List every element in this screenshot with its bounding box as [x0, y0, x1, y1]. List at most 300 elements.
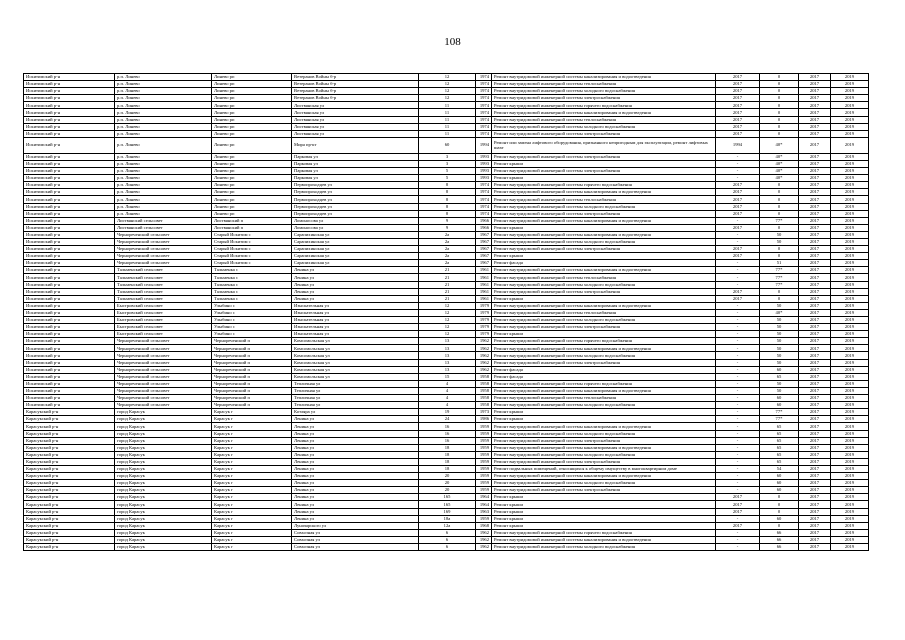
cell-last-repair-year: 2017: [716, 224, 760, 231]
cell-street: Комсомольская ул: [292, 373, 419, 380]
cell-work-type: Ремонт крыши: [492, 175, 716, 182]
cell-wear-percent: 0: [760, 189, 799, 196]
cell-locality: Карасук г: [212, 451, 292, 458]
cell-district: Карасукский р-н: [24, 451, 115, 458]
cell-year: 1959: [476, 444, 492, 451]
cell-municipality: город Карасук: [115, 458, 212, 465]
cell-municipality: р.п. Линево: [115, 109, 212, 116]
table-row: [24, 224, 869, 231]
cell-street: Сарапихинская ул: [292, 246, 419, 253]
cell-last-repair-year: -: [716, 465, 760, 472]
cell-street: Тепличная ул: [292, 380, 419, 387]
cell-last-repair-year: 2017: [716, 501, 760, 508]
table-row: [24, 81, 869, 88]
cell-district: Карасукский р-н: [24, 437, 115, 444]
cell-year: 1964: [476, 494, 492, 501]
cell-plan-end: 2019: [831, 309, 869, 316]
cell-plan-end: 2019: [831, 182, 869, 189]
cell-wear-percent: 65: [760, 437, 799, 444]
cell-work-type: Ремонт внутридомовой инженерной системы электроснабжения: [492, 130, 716, 137]
cell-plan-start: 2017: [799, 373, 831, 380]
cell-year: 1959: [476, 437, 492, 444]
cell-last-repair-year: -: [716, 515, 760, 522]
cell-locality: Листвянский п: [212, 217, 292, 224]
cell-last-repair-year: 1994: [716, 137, 760, 153]
cell-year: 1964: [476, 501, 492, 508]
table-row: [24, 175, 869, 182]
cell-work-type: Ремонт крыши: [492, 416, 716, 423]
cell-street: Ленина ул: [292, 451, 419, 458]
table-body: [24, 74, 869, 551]
cell-street: Изыскательная ул: [292, 331, 419, 338]
cell-work-type: Ремонт внутридомовой инженерной системы холодного водоснабжения: [492, 352, 716, 359]
table-row: [24, 409, 869, 416]
cell-house: 2а: [419, 260, 476, 267]
cell-plan-start: 2017: [799, 168, 831, 175]
cell-last-repair-year: -: [716, 274, 760, 281]
cell-district: Искитимский р-н: [24, 224, 115, 231]
cell-plan-start: 2017: [799, 508, 831, 515]
cell-plan-end: 2019: [831, 324, 869, 331]
cell-plan-end: 2019: [831, 74, 869, 81]
cell-municipality: Чернореченский сельсовет: [115, 395, 212, 402]
cell-locality: Улыбино с: [212, 309, 292, 316]
cell-wear-percent: 50: [760, 231, 799, 238]
cell-wear-percent: 50: [760, 238, 799, 245]
cell-work-type: Ремонт крыши: [492, 515, 716, 522]
table-row: [24, 451, 869, 458]
table-row: [24, 487, 869, 494]
cell-municipality: город Карасук: [115, 451, 212, 458]
cell-district: Карасукский р-н: [24, 480, 115, 487]
cell-street: Листвянская ул: [292, 102, 419, 109]
cell-district: Искитимский р-н: [24, 137, 115, 153]
cell-year: 1986: [476, 416, 492, 423]
cell-year: 1961: [476, 281, 492, 288]
table-row: [24, 480, 869, 487]
cell-wear-percent: 60: [760, 402, 799, 409]
cell-district: Искитимский р-н: [24, 331, 115, 338]
cell-work-type: Ремонт внутридомовой инженерной системы теплоснабжения: [492, 309, 716, 316]
cell-district: Искитимский р-н: [24, 196, 115, 203]
cell-house: 21: [419, 281, 476, 288]
cell-plan-start: 2017: [799, 281, 831, 288]
cell-year: 1958: [476, 395, 492, 402]
table-row: [24, 508, 869, 515]
cell-municipality: город Карасук: [115, 473, 212, 480]
cell-year: 1974: [476, 102, 492, 109]
cell-municipality: город Карасук: [115, 501, 212, 508]
cell-locality: Карасук г: [212, 501, 292, 508]
cell-municipality: Быстровский сельсовет: [115, 331, 212, 338]
cell-house: 6: [419, 544, 476, 551]
table-row: [24, 274, 869, 281]
cell-house: 6: [419, 536, 476, 543]
cell-work-type: Ремонт крыши: [492, 508, 716, 515]
cell-plan-end: 2019: [831, 359, 869, 366]
cell-last-repair-year: 2017: [716, 494, 760, 501]
cell-last-repair-year: 2017: [716, 123, 760, 130]
cell-street: Тепличная ул: [292, 395, 419, 402]
cell-year: 1974: [476, 130, 492, 137]
cell-house: 2а: [419, 253, 476, 260]
cell-house: 8: [419, 196, 476, 203]
cell-plan-end: 2019: [831, 515, 869, 522]
cell-work-type: Ремонт внутридомовой инженерной системы теплоснабжения: [492, 395, 716, 402]
cell-wear-percent: 0: [760, 494, 799, 501]
cell-municipality: Чернореченский сельсовет: [115, 366, 212, 373]
cell-plan-start: 2017: [799, 295, 831, 302]
cell-district: Искитимский р-н: [24, 74, 115, 81]
cell-last-repair-year: 2017: [716, 210, 760, 217]
cell-wear-percent: 40*: [760, 175, 799, 182]
cell-district: Искитимский р-н: [24, 345, 115, 352]
cell-year: 1967: [476, 238, 492, 245]
cell-street: Ленина ул: [292, 288, 419, 295]
cell-district: Карасукский р-н: [24, 494, 115, 501]
cell-year: 1961: [476, 288, 492, 295]
table-row: [24, 416, 869, 423]
cell-plan-end: 2019: [831, 395, 869, 402]
cell-house: 20: [419, 473, 476, 480]
cell-work-type: Ремонт крыши: [492, 224, 716, 231]
cell-locality: Линево рп: [212, 182, 292, 189]
cell-plan-start: 2017: [799, 437, 831, 444]
cell-municipality: Чернореченский сельсовет: [115, 253, 212, 260]
cell-locality: Карасук г: [212, 465, 292, 472]
cell-district: Искитимский р-н: [24, 238, 115, 245]
cell-wear-percent: 50: [760, 345, 799, 352]
cell-district: Искитимский р-н: [24, 203, 115, 210]
cell-house: 12: [419, 317, 476, 324]
cell-work-type: Ремонт внутридомовой инженерной системы электроснабжения: [492, 246, 716, 253]
cell-work-type: Ремонт внутридомовой инженерной системы холодного водоснабжения: [492, 88, 716, 95]
cell-last-repair-year: -: [716, 302, 760, 309]
cell-last-repair-year: -: [716, 437, 760, 444]
cell-last-repair-year: -: [716, 324, 760, 331]
cell-house: 13: [419, 366, 476, 373]
cell-municipality: Чернореченский сельсовет: [115, 246, 212, 253]
cell-house: 11: [419, 102, 476, 109]
cell-house: 21: [419, 288, 476, 295]
cell-house: 13: [419, 359, 476, 366]
cell-plan-start: 2017: [799, 487, 831, 494]
cell-locality: Тальменка с: [212, 288, 292, 295]
cell-locality: Карасук г: [212, 529, 292, 536]
cell-street: Ленина ул: [292, 437, 419, 444]
cell-year: 1968: [476, 522, 492, 529]
cell-street: Сарапихинская ул: [292, 231, 419, 238]
cell-municipality: город Карасук: [115, 423, 212, 430]
cell-work-type: Ремонт внутридомовой инженерной системы канализирования и водоотведения: [492, 267, 716, 274]
cell-year: 1961: [476, 274, 492, 281]
cell-last-repair-year: -: [716, 317, 760, 324]
cell-plan-end: 2019: [831, 260, 869, 267]
cell-plan-end: 2019: [831, 402, 869, 409]
cell-plan-end: 2019: [831, 373, 869, 380]
cell-district: Искитимский р-н: [24, 130, 115, 137]
cell-municipality: р.п. Линево: [115, 95, 212, 102]
cell-work-type: Ремонт крыши: [492, 501, 716, 508]
cell-wear-percent: 0: [760, 253, 799, 260]
cell-plan-start: 2017: [799, 522, 831, 529]
cell-work-type: Ремонт или замена лифтового оборудования, признанного непригодным для эксплуатации, ремонт лифтовых шахт: [492, 137, 716, 153]
cell-municipality: р.п. Линево: [115, 182, 212, 189]
cell-district: Искитимский р-н: [24, 95, 115, 102]
table-row: [24, 529, 869, 536]
cell-street: Листвянская ул: [292, 130, 419, 137]
cell-last-repair-year: -: [716, 345, 760, 352]
cell-last-repair-year: 2017: [716, 130, 760, 137]
cell-year: 1967: [476, 231, 492, 238]
cell-plan-end: 2019: [831, 81, 869, 88]
cell-house: 9: [419, 224, 476, 231]
page-number: 108: [444, 36, 461, 48]
table-row: [24, 331, 869, 338]
cell-work-type: Ремонт внутридомовой инженерной системы канализирования и водоотведения: [492, 423, 716, 430]
cell-year: 1959: [476, 487, 492, 494]
cell-municipality: р.п. Линево: [115, 102, 212, 109]
cell-district: Карасукский р-н: [24, 501, 115, 508]
cell-street: Ленина ул: [292, 430, 419, 437]
cell-district: Искитимский р-н: [24, 302, 115, 309]
cell-municipality: город Карасук: [115, 444, 212, 451]
cell-street: Комсомольская ул: [292, 345, 419, 352]
table-row: [24, 260, 869, 267]
cell-plan-start: 2017: [799, 74, 831, 81]
cell-wear-percent: 77*: [760, 409, 799, 416]
cell-work-type: Ремонт фасада: [492, 260, 716, 267]
cell-plan-end: 2019: [831, 473, 869, 480]
cell-locality: Линево рп: [212, 123, 292, 130]
cell-house: 3: [419, 160, 476, 167]
cell-year: 1962: [476, 544, 492, 551]
cell-wear-percent: 50: [760, 387, 799, 394]
cell-street: Мира пр-кт: [292, 137, 419, 153]
cell-district: Искитимский р-н: [24, 260, 115, 267]
cell-last-repair-year: -: [716, 366, 760, 373]
cell-wear-percent: 0: [760, 288, 799, 295]
cell-plan-end: 2019: [831, 246, 869, 253]
cell-street: Совхозная ул: [292, 536, 419, 543]
cell-street: Ленина ул: [292, 295, 419, 302]
cell-last-repair-year: -: [716, 168, 760, 175]
cell-municipality: город Карасук: [115, 480, 212, 487]
table-row: [24, 473, 869, 480]
cell-district: Карасукский р-н: [24, 529, 115, 536]
cell-last-repair-year: -: [716, 444, 760, 451]
cell-plan-end: 2019: [831, 189, 869, 196]
cell-plan-start: 2017: [799, 465, 831, 472]
table-row: [24, 402, 869, 409]
cell-street: Листвянская ул: [292, 109, 419, 116]
cell-district: Искитимский р-н: [24, 395, 115, 402]
table-row: [24, 501, 869, 508]
cell-house: 16: [419, 430, 476, 437]
cell-work-type: Ремонт внутридомовой инженерной системы теплоснабжения: [492, 274, 716, 281]
cell-district: Искитимский р-н: [24, 338, 115, 345]
cell-house: 2а: [419, 231, 476, 238]
cell-work-type: Ремонт внутридомовой инженерной системы электроснабжения: [492, 288, 716, 295]
cell-street: Ленина ул: [292, 458, 419, 465]
cell-wear-percent: 60: [760, 366, 799, 373]
cell-wear-percent: 40*: [760, 160, 799, 167]
cell-year: 1993: [476, 175, 492, 182]
cell-year: 1974: [476, 95, 492, 102]
cell-locality: Карасук г: [212, 487, 292, 494]
cell-last-repair-year: 2017: [716, 95, 760, 102]
cell-municipality: Чернореченский сельсовет: [115, 345, 212, 352]
cell-plan-start: 2017: [799, 395, 831, 402]
cell-municipality: Чернореченский сельсовет: [115, 373, 212, 380]
cell-plan-start: 2017: [799, 231, 831, 238]
cell-street: Парковая ул: [292, 175, 419, 182]
cell-last-repair-year: -: [716, 423, 760, 430]
cell-locality: Линево рп: [212, 160, 292, 167]
cell-municipality: Тальменский сельсовет: [115, 274, 212, 281]
cell-municipality: р.п. Линево: [115, 168, 212, 175]
cell-house: 18: [419, 451, 476, 458]
cell-district: Искитимский р-н: [24, 253, 115, 260]
cell-district: Карасукский р-н: [24, 409, 115, 416]
cell-municipality: р.п. Линево: [115, 189, 212, 196]
cell-last-repair-year: 2017: [716, 109, 760, 116]
table-row: [24, 182, 869, 189]
cell-district: Искитимский р-н: [24, 153, 115, 160]
cell-plan-end: 2019: [831, 137, 869, 153]
cell-last-repair-year: 2017: [716, 203, 760, 210]
cell-street: Первопроходцев ул: [292, 210, 419, 217]
cell-locality: Карасук г: [212, 544, 292, 551]
cell-locality: Карасук г: [212, 437, 292, 444]
cell-work-type: Ремонт внутридомовой инженерной системы канализирования и водоотведения: [492, 302, 716, 309]
cell-district: Искитимский р-н: [24, 288, 115, 295]
cell-street: Первопроходцев ул: [292, 182, 419, 189]
cell-year: 1959: [476, 430, 492, 437]
table-row: [24, 295, 869, 302]
cell-municipality: Листвянский сельсовет: [115, 224, 212, 231]
cell-last-repair-year: -: [716, 352, 760, 359]
cell-locality: Тальменка с: [212, 295, 292, 302]
cell-last-repair-year: -: [716, 480, 760, 487]
cell-locality: Линево рп: [212, 196, 292, 203]
table-row: [24, 253, 869, 260]
cell-house: 12: [419, 81, 476, 88]
cell-wear-percent: 0: [760, 210, 799, 217]
cell-last-repair-year: -: [716, 380, 760, 387]
cell-plan-start: 2017: [799, 473, 831, 480]
cell-locality: Тальменка с: [212, 274, 292, 281]
cell-locality: Линево рп: [212, 81, 292, 88]
table-row: [24, 338, 869, 345]
cell-locality: Линево рп: [212, 95, 292, 102]
cell-locality: Карасук г: [212, 416, 292, 423]
cell-work-type: Ремонт крыши: [492, 409, 716, 416]
cell-locality: Чернореченский п: [212, 366, 292, 373]
cell-wear-percent: 0: [760, 501, 799, 508]
cell-wear-percent: 51: [760, 260, 799, 267]
cell-plan-end: 2019: [831, 480, 869, 487]
cell-street: Изыскательная ул: [292, 302, 419, 309]
cell-house: 8: [419, 210, 476, 217]
cell-year: 1962: [476, 529, 492, 536]
cell-house: 15: [419, 373, 476, 380]
cell-year: 1959: [476, 458, 492, 465]
cell-house: 20: [419, 480, 476, 487]
cell-last-repair-year: -: [716, 309, 760, 316]
table-row: [24, 267, 869, 274]
cell-municipality: р.п. Линево: [115, 130, 212, 137]
cell-municipality: Листвянский сельсовет: [115, 217, 212, 224]
capital-repair-table: [23, 73, 869, 551]
cell-last-repair-year: -: [716, 217, 760, 224]
cell-work-type: Ремонт крыши: [492, 522, 716, 529]
cell-last-repair-year: -: [716, 338, 760, 345]
cell-house: 20: [419, 487, 476, 494]
cell-street: Парковая ул: [292, 168, 419, 175]
cell-year: 1974: [476, 203, 492, 210]
cell-wear-percent: 0: [760, 508, 799, 515]
cell-street: Ветеранов Войны б-р: [292, 74, 419, 81]
cell-house: 11: [419, 109, 476, 116]
table-row: [24, 217, 869, 224]
cell-district: Искитимский р-н: [24, 380, 115, 387]
cell-last-repair-year: -: [716, 260, 760, 267]
cell-plan-start: 2017: [799, 203, 831, 210]
cell-plan-end: 2019: [831, 267, 869, 274]
cell-district: Искитимский р-н: [24, 175, 115, 182]
cell-year: 1966: [476, 224, 492, 231]
table-row: [24, 288, 869, 295]
cell-year: 1958: [476, 387, 492, 394]
cell-plan-end: 2019: [831, 501, 869, 508]
cell-street: Ломоносова ул: [292, 217, 419, 224]
cell-wear-percent: 77*: [760, 274, 799, 281]
cell-work-type: Ремонт внутридомовой инженерной системы холодного водоснабжения: [492, 430, 716, 437]
cell-plan-start: 2017: [799, 81, 831, 88]
cell-locality: Линево рп: [212, 109, 292, 116]
cell-district: Искитимский р-н: [24, 88, 115, 95]
cell-plan-start: 2017: [799, 536, 831, 543]
table-row: [24, 515, 869, 522]
cell-plan-end: 2019: [831, 130, 869, 137]
cell-work-type: Ремонт крыши: [492, 253, 716, 260]
cell-municipality: р.п. Линево: [115, 81, 212, 88]
cell-last-repair-year: -: [716, 160, 760, 167]
cell-plan-start: 2017: [799, 102, 831, 109]
cell-plan-end: 2019: [831, 366, 869, 373]
cell-house: 60: [419, 137, 476, 153]
cell-locality: Линево рп: [212, 168, 292, 175]
cell-year: 1962: [476, 338, 492, 345]
cell-plan-start: 2017: [799, 529, 831, 536]
cell-house: 16: [419, 423, 476, 430]
cell-municipality: город Карасук: [115, 544, 212, 551]
cell-last-repair-year: -: [716, 231, 760, 238]
cell-wear-percent: 0: [760, 102, 799, 109]
cell-district: Карасукский р-н: [24, 522, 115, 529]
cell-last-repair-year: -: [716, 331, 760, 338]
cell-year: 1974: [476, 109, 492, 116]
cell-municipality: р.п. Линево: [115, 153, 212, 160]
cell-plan-end: 2019: [831, 522, 869, 529]
cell-year: 1963: [476, 508, 492, 515]
cell-year: 1967: [476, 253, 492, 260]
cell-district: Искитимский р-н: [24, 168, 115, 175]
cell-district: Искитимский р-н: [24, 123, 115, 130]
table-row: [24, 160, 869, 167]
table-row: [24, 352, 869, 359]
